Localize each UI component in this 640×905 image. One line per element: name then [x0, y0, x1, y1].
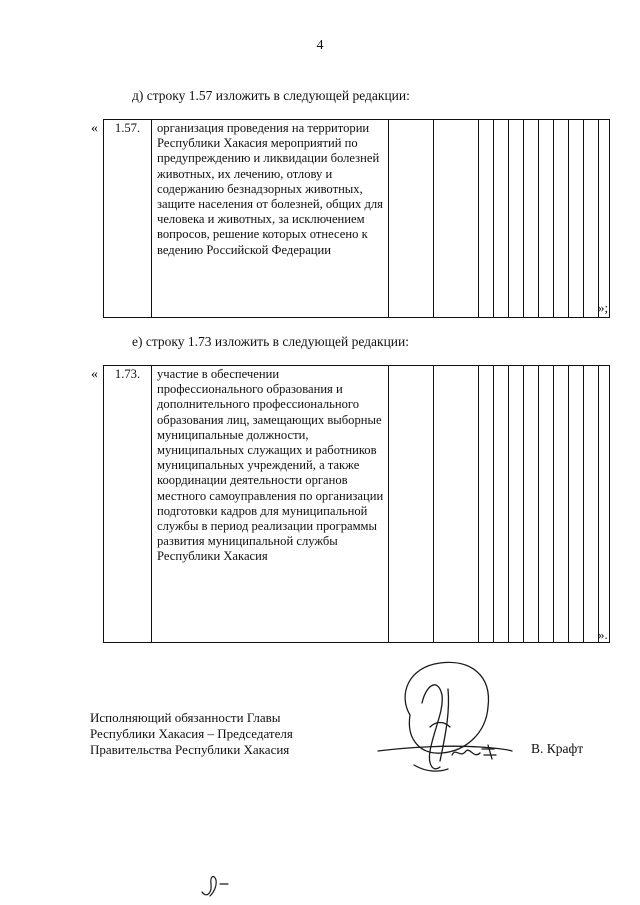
row-number: 1.73. — [104, 366, 152, 643]
handwritten-signature — [370, 655, 530, 780]
row-number: 1.57. — [104, 120, 152, 318]
section-d-table — [103, 119, 610, 318]
row-text: участие в обеспечении профессионального образования и дополнительного профессионального образования лиц, замещающих выборные муниципальные должности, муниципальных служащих и работников муниципальных учреждений, а также координации деятельности органов местного самоуправления по организации подготовки кадров для муниципальной службы в период реализации программы развития муниципальной службы Республики Хакасия — [152, 366, 389, 643]
table-row — [104, 366, 610, 643]
page-number: 4 — [316, 38, 324, 53]
initials-mark — [196, 870, 236, 900]
signatory-position — [90, 710, 293, 758]
table-row — [104, 120, 610, 318]
section-d-intro: д) строку 1.57 изложить в следующей редакции: — [132, 88, 410, 103]
section-d-open-quote: « — [91, 121, 98, 136]
signatory-position-line: Исполняющий обязанности Главы — [90, 710, 281, 725]
signatory-position-line: Правительства Республики Хакасия — [90, 742, 290, 757]
signatory-position-line: Республики Хакасия – Председателя — [90, 726, 293, 741]
section-e-open-quote: « — [91, 367, 98, 382]
section-e-table — [103, 365, 610, 643]
signatory-name: В. Крафт — [531, 741, 584, 756]
row-text: организация проведения на территории Республики Хакасия мероприятий по предупреждению и ликвидации болезней животных, их лечению, отлову и содержанию безнадзорных животных, защите населения от болезней, общих для человека и животных, за исключением вопросов, решение которых отнесено к ведению Российской Федерации — [152, 120, 389, 318]
section-e-close-quote: ». — [598, 627, 608, 642]
section-e-intro: е) строку 1.73 изложить в следующей редакции: — [132, 334, 409, 349]
section-d-close-quote: »; — [598, 300, 609, 315]
